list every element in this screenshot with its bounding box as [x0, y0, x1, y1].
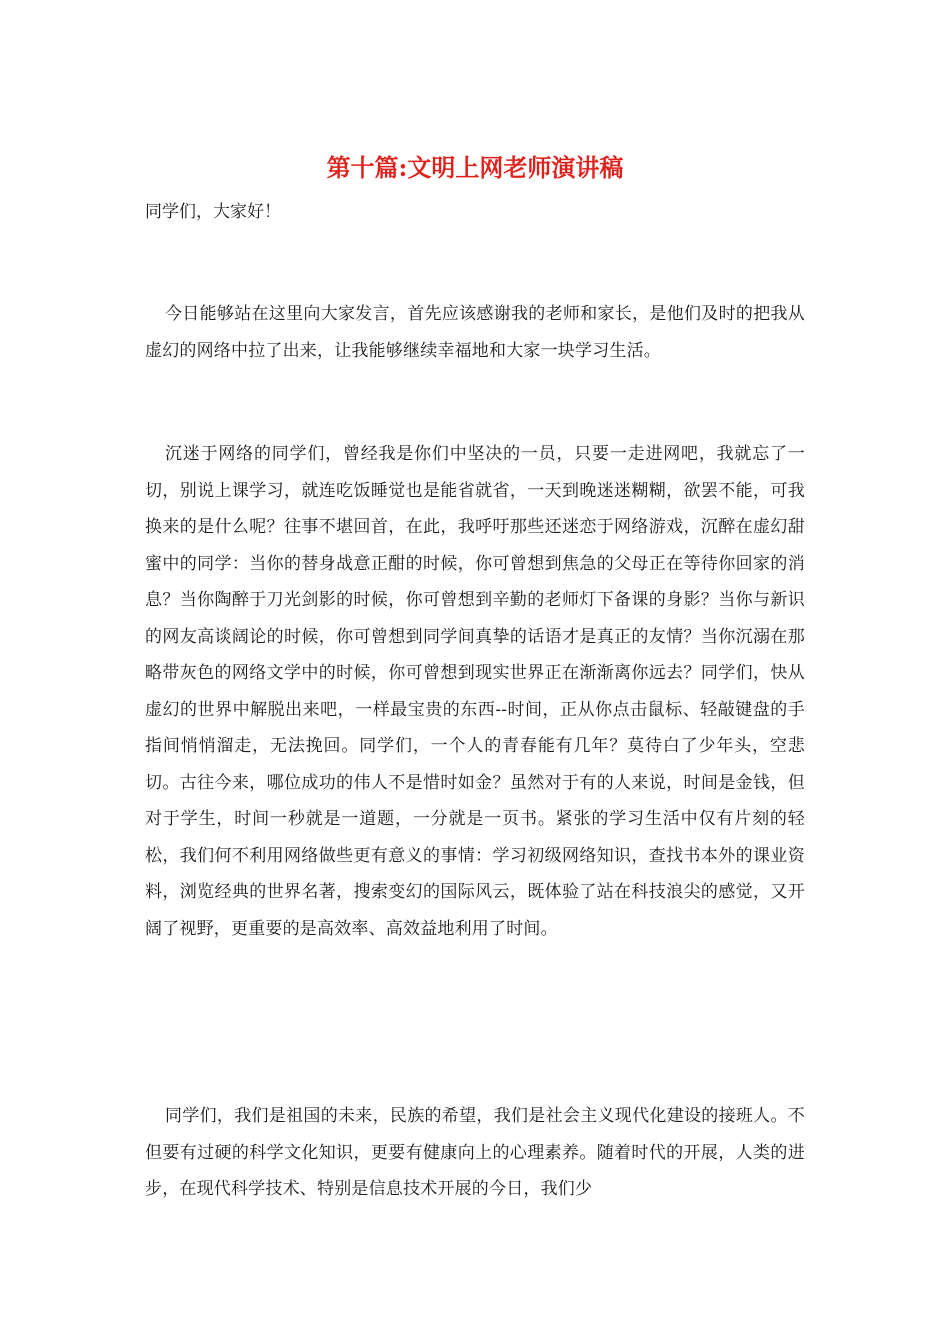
paragraph-2: 沉迷于网络的同学们，曾经我是你们中坚决的一员，只要一走进网吧，我就忘了一切，别说上课学习，就连吃饭睡觉也是能省就省，一天到晚迷迷糊糊，欲罢不能，可我换来的是什么呢？往事不堪回首，在此，我呼吁那些还迷恋于网络游戏，沉醉在虚幻甜蜜中的同学：当你的替身战意正酣的时候，你可曾想到焦急的父母正在等待你回家的消息？当你陶醉于刀光剑影的时候，你可曾想到辛勤的老师灯下备课的身影？当你与新识的网友高谈阔论的时候，你可曾想到同学间真挚的话语才是真正的友情？当你沉溺在那略带灰色的网络文学中的时候，你可曾想到现实世界正在渐渐离你远去？同学们，快从虚幻的世界中解脱出来吧，一样最宝贵的东西--时间，正从你点击鼠标、轻敲键盘的手指间悄悄溜走，无法挽回。同学们，一个人的青春能有几年？莫待白了少年头，空悲切。古往今来，哪位成功的伟人不是惜时如金？虽然对于有的人来说，时间是金钱，但对于学生，时间一秒就是一道题，一分就是一页书。紧张的学习生活中仅有片刻的轻松，我们何不利用网络做些更有意义的事情：学习初级网络知识，查找书本外的课业资料，浏览经典的世界名著，搜索变幻的国际风云，既体验了站在科技浪尖的感觉，又开阔了视野，更重要的是高效率、高效益地利用了时间。: [145, 444, 805, 939]
paragraph-1: 今日能够站在这里向大家发言，首先应该感谢我的老师和家长，是他们及时的把我从虚幻的网络中拉了出来，让我能够继续幸福地和大家一块学习生活。: [145, 304, 805, 361]
paragraph-3: 同学们，我们是祖国的未来，民族的希望，我们是社会主义现代化建设的接班人。不但要有过硬的科学文化知识，更要有健康向上的心理素养。随着时代的开展，人类的进步，在现代科学技术、特别是信息技术开展的今日，我们少: [145, 1106, 805, 1199]
salutation: 同学们，大家好！: [145, 202, 281, 222]
document-title: 第十篇:文明上网老师演讲稿: [326, 153, 624, 182]
